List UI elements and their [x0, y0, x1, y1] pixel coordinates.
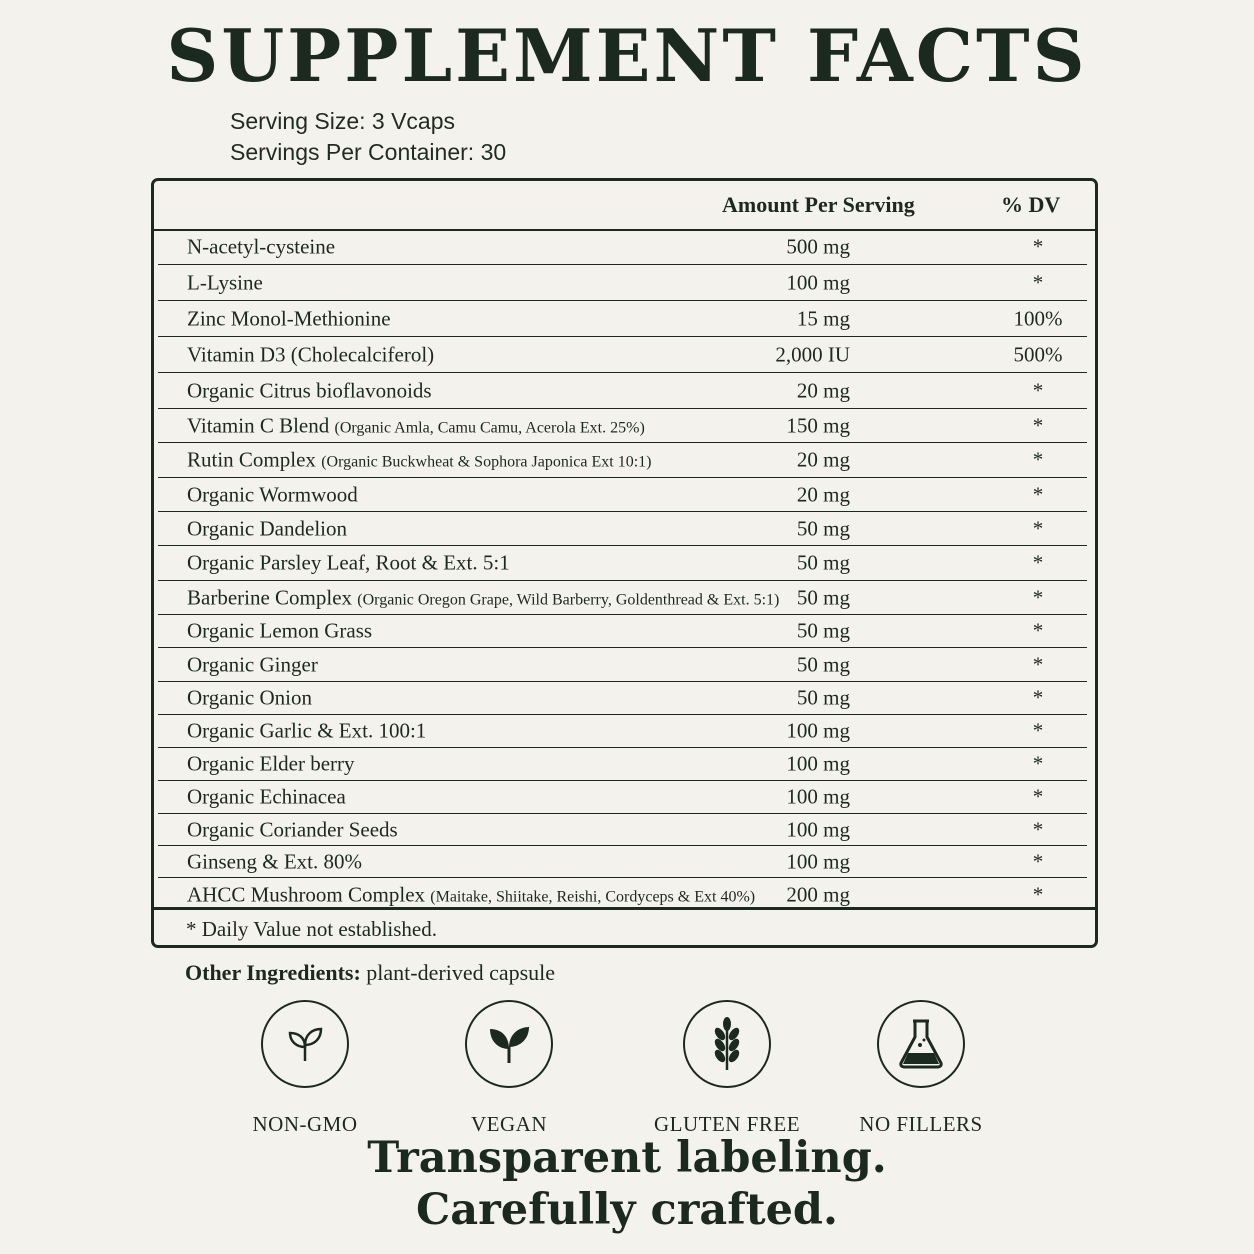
ingredient-dv: * — [1032, 685, 1044, 710]
ingredient-main: N-acetyl-cysteine — [187, 234, 336, 258]
ingredient-dv: 500% — [1013, 342, 1063, 366]
ingredient-name — [187, 817, 398, 842]
ingredient-amount: 15 mg — [796, 306, 850, 330]
ingredient-main: Organic Coriander Seeds — [187, 817, 398, 841]
ingredient-amount: 100 mg — [786, 849, 850, 873]
ingredient-dv: * — [1032, 849, 1044, 873]
ingredient-name — [187, 719, 426, 744]
ingredient-main: Organic Echinacea — [187, 784, 346, 809]
page-title: SUPPLEMENT FACTS — [166, 13, 1088, 98]
ingredient-dv: * — [1032, 718, 1044, 743]
other-ingredients-label: Other Ingredients: — [185, 960, 361, 985]
ingredient-main: Organic Elder berry — [187, 751, 355, 776]
ingredient-dv: * — [1032, 550, 1044, 575]
ingredient-amount: 150 mg — [786, 413, 850, 437]
ingredient-name — [187, 342, 434, 367]
ingredient-dv: * — [1032, 516, 1044, 540]
ingredient-main: L-Lysine — [187, 270, 263, 294]
ingredient-name — [187, 752, 355, 777]
ingredient-name — [187, 551, 510, 576]
badge-no-fillers — [831, 1000, 1011, 1137]
ingredient-main: Vitamin C Blend — [187, 413, 330, 437]
table-row — [158, 748, 1087, 781]
serving-size: Serving Size: 3 Vcaps — [230, 108, 456, 134]
ingredient-detail: (Organic Buckwheat & Sophora Japonica Ext 10:1) — [321, 453, 652, 471]
ingredient-main: Organic Parsley Leaf, Root & Ext. 5:1 — [187, 550, 510, 575]
ingredient-amount: 2,000 IU — [775, 342, 850, 366]
ingredient-amount: 50 mg — [796, 585, 850, 609]
table-row — [158, 715, 1087, 748]
table-row — [158, 409, 1087, 443]
ingredient-name — [187, 234, 335, 259]
table-row — [158, 781, 1087, 814]
ingredient-amount: 50 mg — [796, 685, 850, 710]
ingredient-name — [187, 378, 432, 403]
ingredient-amount: 100 mg — [786, 751, 850, 776]
ingredient-name — [187, 270, 263, 295]
table-row — [158, 814, 1087, 846]
ingredient-name — [187, 619, 372, 644]
ingredient-name — [187, 306, 391, 331]
ingredient-main: Ginseng & Ext. 80% — [187, 849, 362, 873]
ingredient-name — [187, 482, 358, 507]
footnote: * Daily Value not established. — [186, 917, 437, 941]
ingredient-main: Organic Onion — [187, 685, 313, 710]
badge-label: GLUTEN FREE — [653, 1112, 801, 1136]
ingredient-main: Zinc Monol-Methionine — [187, 306, 391, 330]
ingredient-detail: (Organic Oregon Grape, Wild Barberry, Goldenthread & Ext. 5:1) — [357, 591, 780, 608]
ingredient-name — [187, 882, 755, 907]
ingredient-detail: (Maitake, Shiitake, Reishi, Cordyceps & Ext 40%) — [430, 888, 756, 905]
tagline-line-2: Carefully crafted. — [416, 1185, 838, 1235]
ingredient-amount: 50 mg — [796, 516, 850, 540]
ingredient-main: Organic Ginger — [187, 652, 318, 676]
footer-divider — [154, 907, 1095, 910]
ingredient-main: Organic Lemon Grass — [187, 618, 373, 643]
ingredient-dv: * — [1032, 817, 1044, 841]
badge-label: NO FILLERS — [859, 1112, 983, 1136]
ingredient-amount: 100 mg — [786, 817, 850, 841]
ingredient-name — [187, 516, 347, 541]
ingredient-list — [154, 229, 1095, 911]
table-row — [158, 846, 1087, 878]
ingredient-dv: 100% — [1013, 306, 1063, 330]
ingredient-name — [187, 849, 362, 874]
other-ingredients — [185, 960, 555, 986]
ingredient-dv: * — [1032, 652, 1044, 676]
ingredient-name — [187, 785, 346, 810]
ingredient-name — [187, 413, 645, 438]
ingredient-main: Organic Wormwood — [187, 482, 358, 506]
badge-gluten-free — [637, 1000, 817, 1137]
ingredient-amount: 20 mg — [796, 378, 850, 402]
ingredient-dv: * — [1032, 751, 1044, 776]
table-row — [158, 373, 1087, 409]
wheat-icon — [683, 1000, 771, 1088]
table-header — [154, 181, 1095, 231]
table-row — [158, 478, 1087, 512]
table-row — [158, 229, 1087, 265]
table-row — [158, 682, 1087, 715]
table-row — [158, 301, 1087, 337]
ingredient-amount: 50 mg — [796, 618, 850, 643]
ingredient-amount: 100 mg — [786, 718, 850, 743]
badge-label: VEGAN — [471, 1112, 547, 1136]
table-row — [158, 337, 1087, 373]
ingredient-main: Barberine Complex — [187, 585, 353, 609]
ingredient-amount: 20 mg — [796, 482, 850, 506]
tagline-line-1: Transparent labeling. — [367, 1133, 887, 1183]
ingredient-main: Organic Dandelion — [187, 516, 347, 540]
ingredient-name — [187, 652, 318, 677]
ingredient-name — [187, 585, 779, 610]
table-row — [158, 581, 1087, 615]
other-ingredients-value: plant-derived capsule — [366, 960, 556, 985]
table-row — [158, 443, 1087, 478]
flask-icon — [877, 1000, 965, 1088]
leaf-icon — [465, 1000, 553, 1088]
ingredient-dv: * — [1032, 585, 1044, 609]
ingredient-amount: 100 mg — [786, 784, 850, 809]
header-amount: Amount Per Serving — [722, 192, 915, 217]
header-dv: % DV — [1001, 192, 1061, 217]
ingredient-dv: * — [1032, 378, 1044, 402]
ingredient-main: Organic Citrus bioflavonoids — [187, 378, 432, 402]
ingredient-dv: * — [1032, 447, 1044, 472]
ingredient-dv: * — [1032, 482, 1044, 506]
ingredient-dv: * — [1032, 882, 1044, 906]
ingredient-dv: * — [1032, 234, 1044, 258]
badge-non-gmo — [215, 1000, 395, 1137]
ingredient-main: Rutin Complex — [187, 447, 316, 472]
serving-info — [230, 106, 506, 168]
ingredient-detail: (Organic Amla, Camu Camu, Acerola Ext. 25%) — [334, 419, 645, 436]
table-row — [158, 512, 1087, 546]
ingredient-name — [187, 448, 651, 473]
ingredient-amount: 100 mg — [786, 270, 850, 294]
ingredient-name — [187, 686, 312, 711]
ingredient-dv: * — [1032, 413, 1044, 437]
table-row — [158, 265, 1087, 301]
ingredient-amount: 50 mg — [796, 652, 850, 676]
ingredient-dv: * — [1032, 618, 1044, 643]
supplement-facts-panel — [151, 178, 1098, 948]
ingredient-amount: 20 mg — [796, 447, 850, 472]
table-row — [158, 615, 1087, 648]
sprout-icon — [261, 1000, 349, 1088]
table-row — [158, 546, 1087, 581]
ingredient-main: AHCC Mushroom Complex — [187, 882, 426, 906]
ingredient-amount: 50 mg — [796, 550, 850, 575]
ingredient-amount: 500 mg — [786, 234, 850, 258]
ingredient-amount: 200 mg — [786, 882, 850, 906]
badge-label: NON-GMO — [252, 1112, 358, 1136]
badge-vegan — [419, 1000, 599, 1137]
servings-per-container: Servings Per Container: 30 — [230, 139, 507, 165]
table-row — [158, 648, 1087, 682]
ingredient-main: Vitamin D3 (Cholecalciferol) — [187, 342, 435, 366]
ingredient-dv: * — [1032, 270, 1044, 294]
ingredient-main: Organic Garlic & Ext. 100:1 — [187, 718, 427, 743]
ingredient-dv: * — [1032, 784, 1044, 809]
